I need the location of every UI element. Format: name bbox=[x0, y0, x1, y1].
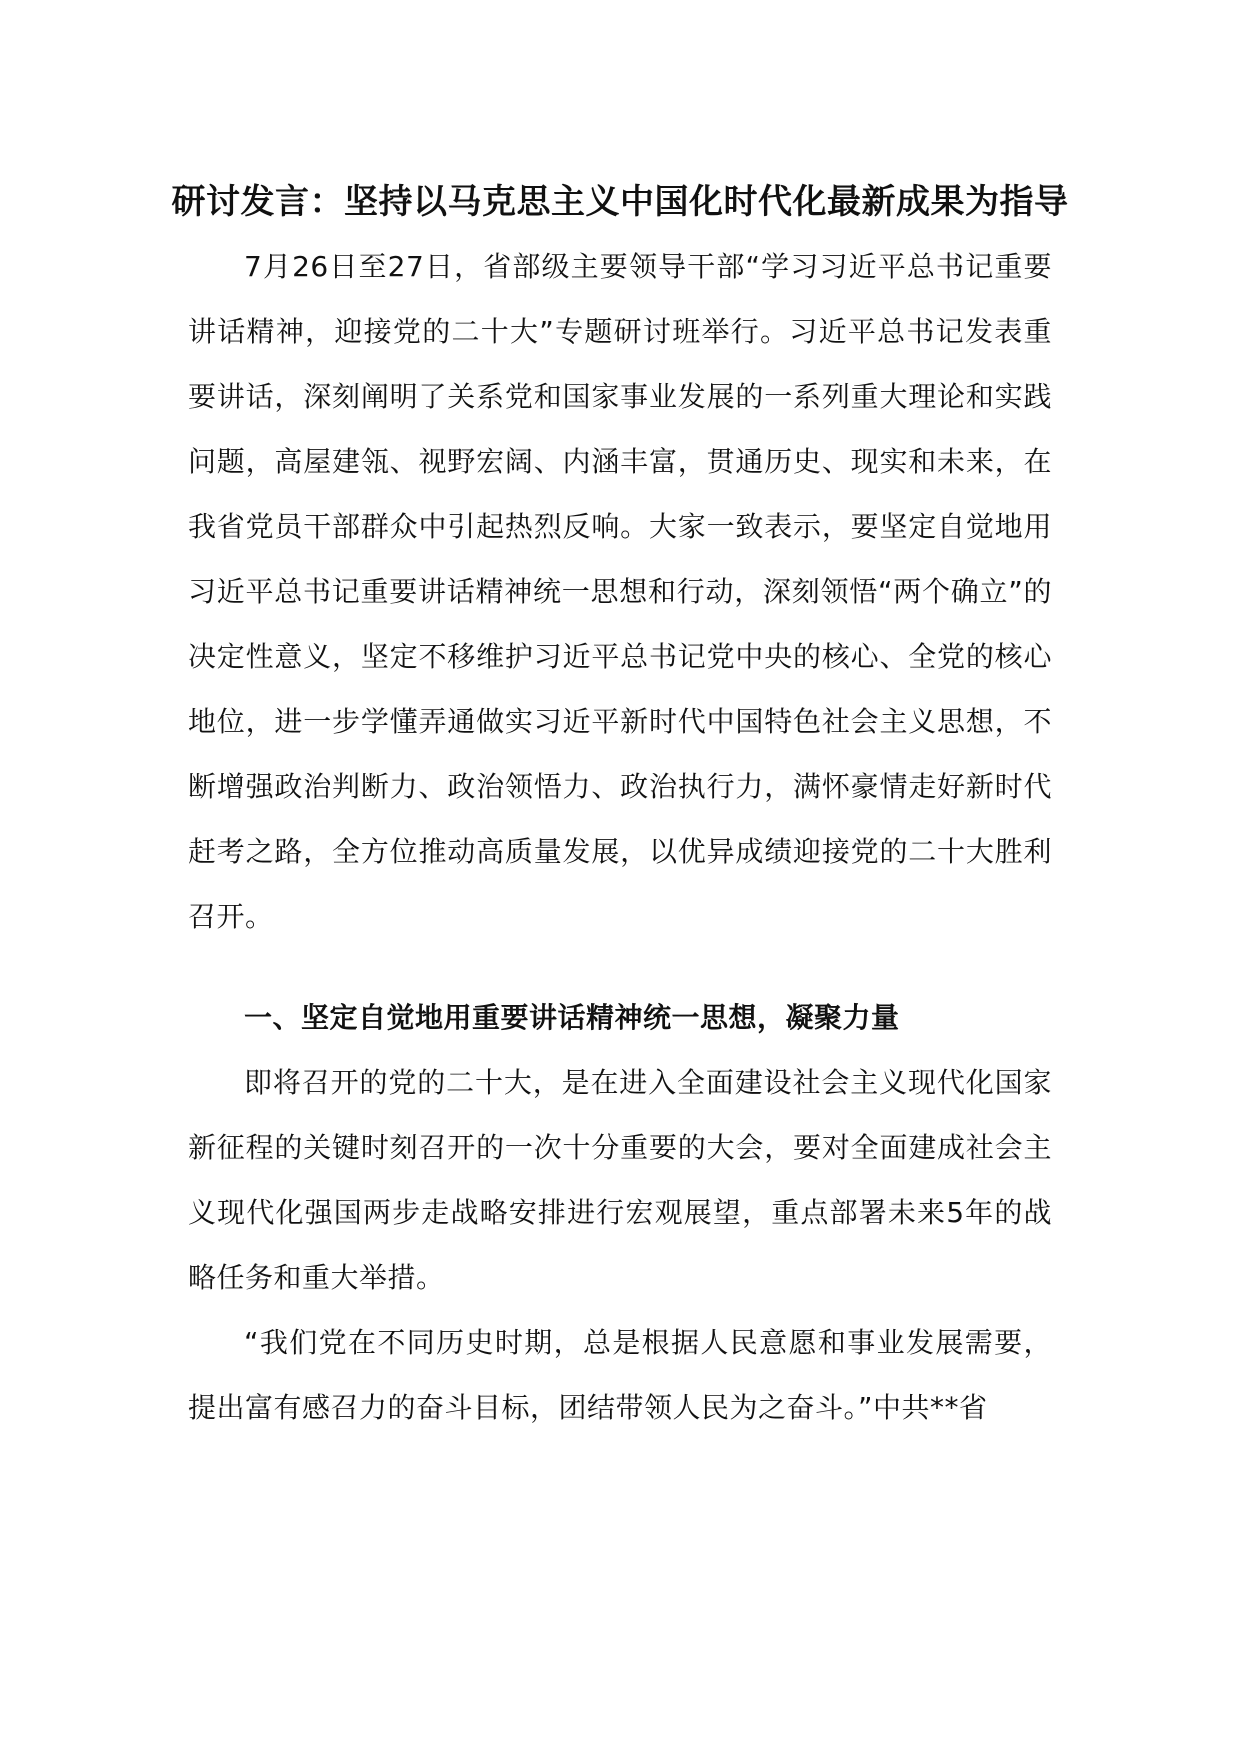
title-block bbox=[168, 170, 1072, 234]
intro-paragraph: 7月26日至27日，省部级主要领导干部“学习习近平总书记重要讲话精神，迎接党的二十大”专题研讨班举行。习近平总书记发表重要讲话，深刻阐明了关系党和国家事业发展的一系列重大理论和实践问题，高屋建瓴、视野宏阔、内涵丰富，贯通历史、现实和未来，在我省党员干部群众中引起热烈反响。大家一致表示，要坚定自觉地用习近平总书记重要讲话精神统一思想和行动，深刻领悟“两个确立”的决定性意义，坚定不移维护习近平总书记党中央的核心、全党的核心地位，进一步学懂弄通做实习近平新时代中国特色社会主义思想，不断增强政治判断力、政治领悟力、政治执行力，满怀豪情走好新时代赶考之路，全方位推动高质量发展，以优异成绩迎接党的二十大胜利召开。 bbox=[188, 250, 1052, 933]
document-title: 研讨发言：坚持以马克思主义中国化时代化最新成果为指导 bbox=[171, 182, 1069, 222]
document-body bbox=[171, 170, 1069, 1440]
section-paragraph-2: “我们党在不同历史时期，总是根据人民意愿和事业发展需要，提出富有感召力的奋斗目标，团结带领人民为之奋斗。”中共**省 bbox=[188, 1326, 1052, 1424]
section-paragraph-1: 即将召开的党的二十大，是在进入全面建设社会主义现代化国家新征程的关键时刻召开的一次十分重要的大会，要对全面建成社会主义现代化强国两步走战略安排进行宏观展望，重点部署未来5年的战略任务和重大举措。 bbox=[188, 1066, 1052, 1294]
section-heading: 一、坚定自觉地用重要讲话精神统一思想，凝聚力量 bbox=[244, 1001, 900, 1034]
